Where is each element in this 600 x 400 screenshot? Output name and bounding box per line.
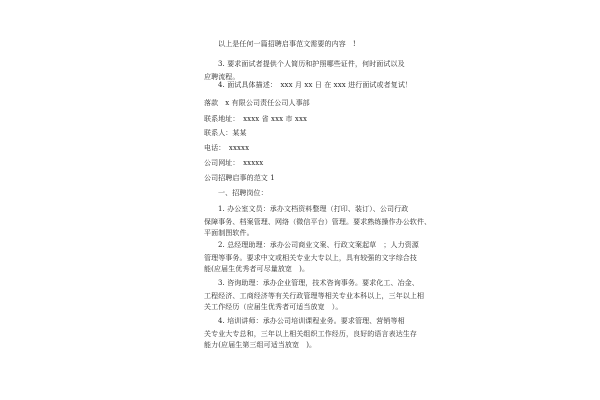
job1-line2: 保障事务、档案管理、网络（微信平台）管理。要求熟练操作办公软件、 [204, 218, 432, 226]
job3-line3: 关工作经历（应届生优秀者可适当放宽 ）。 [204, 303, 343, 311]
item3-line1: 3. 要求面试者提供个人简历和护照哪些证件，何时面试以及 [218, 60, 405, 68]
section-title-line: 一、招聘岗位： [218, 189, 268, 197]
job2-line2: 管理等事务。要求中文或相关专业大专以上，具有较强的文字综合技 [204, 254, 417, 262]
sample-title-line: 公司招聘启事的范文 1 [204, 174, 275, 182]
job1-line1: 1. 办公室文员：承办文档资料整理（打印、装订）、公司行政 [218, 205, 409, 213]
job3-line1: 3. 咨询助理：承办企业管理，技术咨询事务。要求化工、冶金、 [218, 279, 419, 287]
contact-person-line: 联系人：某某 [204, 129, 247, 137]
address-line: 联系地址： xxxx 省 xxx 市 xxx [204, 115, 308, 123]
website-line: 公司网址： xxxxx [204, 159, 264, 167]
job4-line2: 关专业大专总和，三年以上相关组织工作经历，良好的语言表达生存 [204, 330, 417, 338]
job4-line1: 4. 培训讲师：承办公司培训课程业务。要求管理、营销等相 [218, 317, 405, 325]
item4-line: 4. 面试具体描述： xxx 月 xx 日 在 xxx 进行面试或者复试！ [218, 81, 413, 89]
job3-line2: 工程经济、工商经济等有关行政管理等相关专业本科以上，三年以上相 [204, 292, 425, 300]
job2-line3: 能(应届生优秀者可尽量放宽 )。 [204, 265, 310, 273]
signature-line: 落款 x 有限公司责任公司人事部 [204, 99, 310, 107]
job2-line1: 2. 总经理助理：承办公司商业文案、行政文案起草 ；人力资源 [218, 241, 419, 249]
job1-line3: 平面制图软件。 [204, 229, 254, 237]
job4-line3: 能力(应届生第三组可适当放宽 )。 [204, 341, 317, 349]
phone-line: 电话： xxxxx [204, 144, 250, 152]
item3-line2: 应聘流程。 [204, 73, 240, 81]
intro-line: 以上是任何一篇招聘启事范文需要的内容 ! [218, 40, 356, 48]
